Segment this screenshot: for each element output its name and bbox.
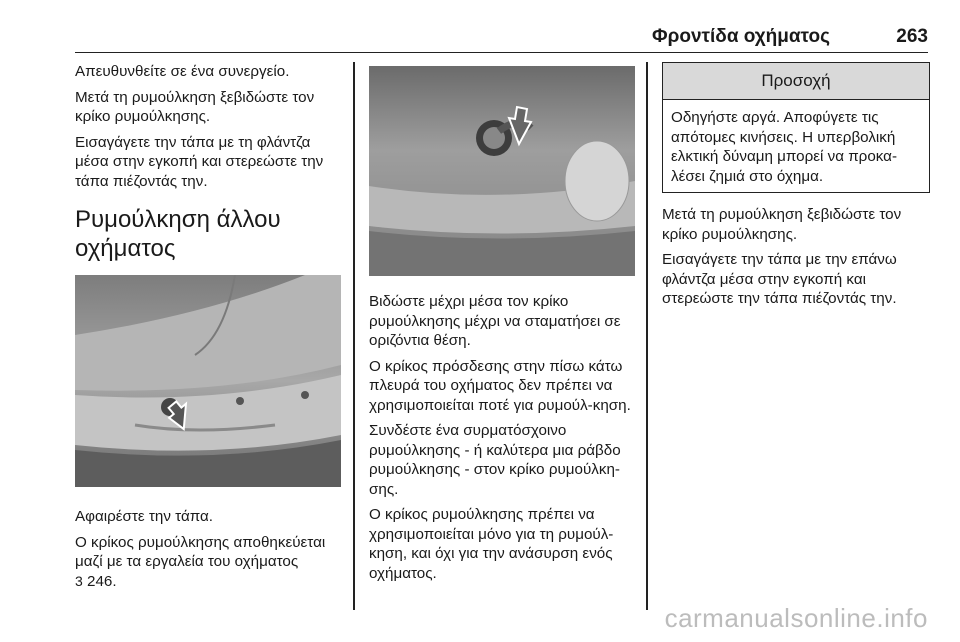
column-middle (369, 62, 635, 589)
page-header (75, 22, 928, 53)
paragraph: Απευθυνθείτε σε ένα συνεργείο. (75, 63, 290, 80)
caution-box (662, 62, 930, 193)
column-divider-right (646, 62, 648, 610)
rear-bumper-photo (75, 275, 341, 487)
caution-body (663, 100, 929, 192)
paragraph: Εισαγάγετε την τάπα με την επάνω φλάντζα μέσα στην εγκοπή και στερεώστε την τάπα πιέζοντάς την. (662, 251, 897, 307)
paragraph: Συνδέστε ένα συρματόσχοινο ρυμούλκησης - ή καλύτερα μια ράβδο ρυμούλκησης - στον κρίκο ρυμούλκη-σης. (369, 422, 621, 498)
column-divider-left (353, 62, 355, 610)
paragraph: Αφαιρέστε την τάπα. (75, 508, 213, 525)
page-number: 263 (896, 26, 928, 47)
paragraph: Μετά τη ρυμούλκηση ξεβιδώστε τον κρίκο ρυμούλκησης. (75, 88, 315, 125)
tow-eye-photo (369, 66, 635, 276)
column-right (662, 62, 930, 315)
section-heading: Ρυμούλκηση άλλου οχήματος (75, 206, 281, 262)
caution-text: Οδηγήστε αργά. Αποφύγετε τις απότομες κινήσεις. Η υπερβολική ελκτική δύναμη μπορεί να προκα-λέσει ζημιά στο όχημα. (671, 109, 898, 185)
paragraph (75, 533, 345, 592)
paragraph: Εισαγάγετε την τάπα με τη φλάντζα μέσα στην εγκοπή και στερεώστε την τάπα πιέζοντάς την. (75, 133, 324, 190)
page-reference-icon: 3 (75, 572, 83, 589)
watermark: carmanualsonline.info (664, 603, 928, 633)
paragraph: Ο κρίκος πρόσδεσης στην πίσω κάτω πλευρά του οχήματος δεν πρέπει να χρησιμοποιείται ποτέ για ρυμούλ-κηση. (369, 357, 631, 414)
paragraph: Ο κρίκος ρυμούλκησης πρέπει να χρησιμοποιείται μόνο για τη ρυμούλ-κηση, και όχι για την ανάσυρση ενός οχήματος. (369, 506, 614, 582)
section-title: Φροντίδα οχήματος (652, 26, 830, 47)
page-reference: 246. (87, 572, 117, 590)
rear-bumper-illustration (75, 275, 341, 487)
caution-title: Προσοχή (663, 63, 929, 100)
paragraph-text: Ο κρίκος ρυμούλκησης αποθηκεύεται μαζί με τα εργαλεία του οχήματος (75, 533, 326, 570)
column-left (75, 62, 345, 591)
tow-eye-illustration (369, 66, 635, 276)
paragraph: Βιδώστε μέχρι μέσα τον κρίκο ρυμούλκησης μέχρι να σταματήσει σε οριζόντια θέση. (369, 293, 621, 349)
paragraph: Μετά τη ρυμούλκηση ξεβιδώστε τον κρίκο ρυμούλκησης. (662, 206, 902, 243)
